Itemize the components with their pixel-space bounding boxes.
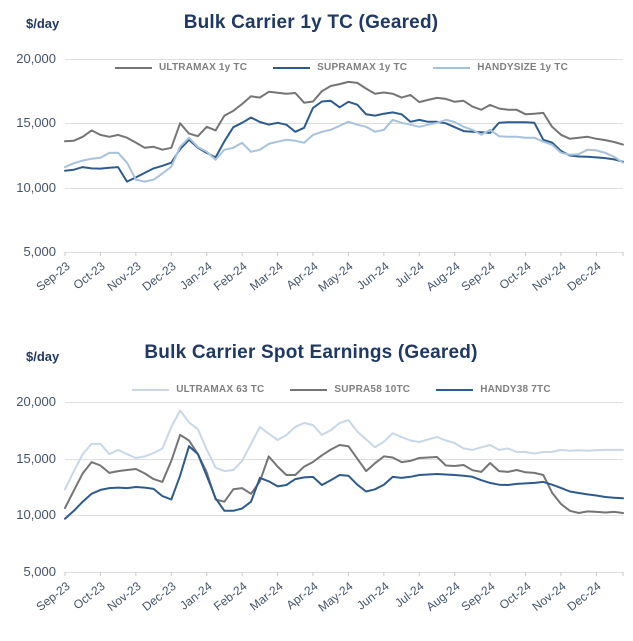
y-axis-label: 20,000 [16,51,56,66]
legend-item-label: ULTRAMAX 63 TC [176,384,265,395]
x-axis-label: Nov-24 [529,259,569,294]
y-axis-label: 10,000 [16,507,56,522]
x-axis-label: Aug-24 [423,579,463,614]
x-axis-label: Jun-24 [353,579,392,613]
x-axis-label: Aug-24 [423,259,463,294]
y-axis-label: 15,000 [16,451,56,466]
x-axis-label: Jul-24 [392,579,427,611]
legend-item-label: ULTRAMAX 1y TC [158,62,248,73]
x-axis-label: Mar-24 [246,259,286,294]
x-axis-label: Dec-24 [564,579,605,614]
x-axis-label: Sep-24 [458,579,498,614]
y-axis-label: 10,000 [16,180,56,195]
x-axis-label: Feb-24 [211,259,250,294]
x-axis-label: May-24 [315,579,357,615]
x-axis-label: Feb-24 [211,579,250,614]
series-line-handysize-1y-tc [65,120,623,182]
x-axis-label: Sep-24 [458,259,498,294]
chart-title: Bulk Carrier 1y TC (Geared) [183,12,439,33]
x-axis-label: Mar-24 [246,579,286,614]
y-axis-label: 5,000 [23,564,56,579]
x-axis-label: Nov-23 [104,579,144,614]
series-line-handy38-7tc [65,446,623,519]
x-axis-label: Sep-23 [33,259,73,294]
y-axis-label: 5,000 [23,244,56,259]
x-axis-label: Dec-23 [139,259,179,294]
y-axis-label: 20,000 [16,394,56,409]
series-line-supra58-10tc [65,435,623,513]
y-axis-unit-label: $/day [26,349,60,364]
chart-bulk-carrier-1y-tc [0,0,633,320]
legend-item-label: SUPRAMAX 1y TC [317,62,408,73]
x-axis-label: Oct-24 [496,579,534,613]
x-axis-label: Jan-24 [176,259,215,293]
x-axis-label: Apr-24 [283,579,321,613]
x-axis-label: Nov-24 [529,579,569,614]
x-axis-label: Oct-24 [496,259,534,293]
x-axis-label: Apr-24 [283,259,321,293]
y-axis-label: 15,000 [16,115,56,130]
x-axis-label: Jul-24 [392,259,427,291]
x-axis-label: Sep-23 [33,579,73,614]
chart-title: Bulk Carrier Spot Earnings (Geared) [144,342,478,363]
legend-item-label: SUPRA58 10TC [334,384,411,395]
y-axis-unit-label: $/day [26,16,60,31]
x-axis-label: Nov-23 [104,259,144,294]
x-axis-label: Dec-24 [564,259,605,294]
x-axis-label: Dec-23 [139,579,179,614]
chart-bulk-carrier-spot-earnings [0,320,633,641]
x-axis-label: Jun-24 [353,259,392,293]
legend-item-label: HANDY38 7TC [480,384,551,395]
x-axis-label: Oct-23 [71,579,109,613]
series-line-ultramax-63-tc [65,411,623,490]
x-axis-label: May-24 [315,259,357,295]
x-axis-label: Jan-24 [176,579,215,613]
x-axis-label: Oct-23 [71,259,109,293]
legend-item-label: HANDYSIZE 1y TC [477,62,568,73]
